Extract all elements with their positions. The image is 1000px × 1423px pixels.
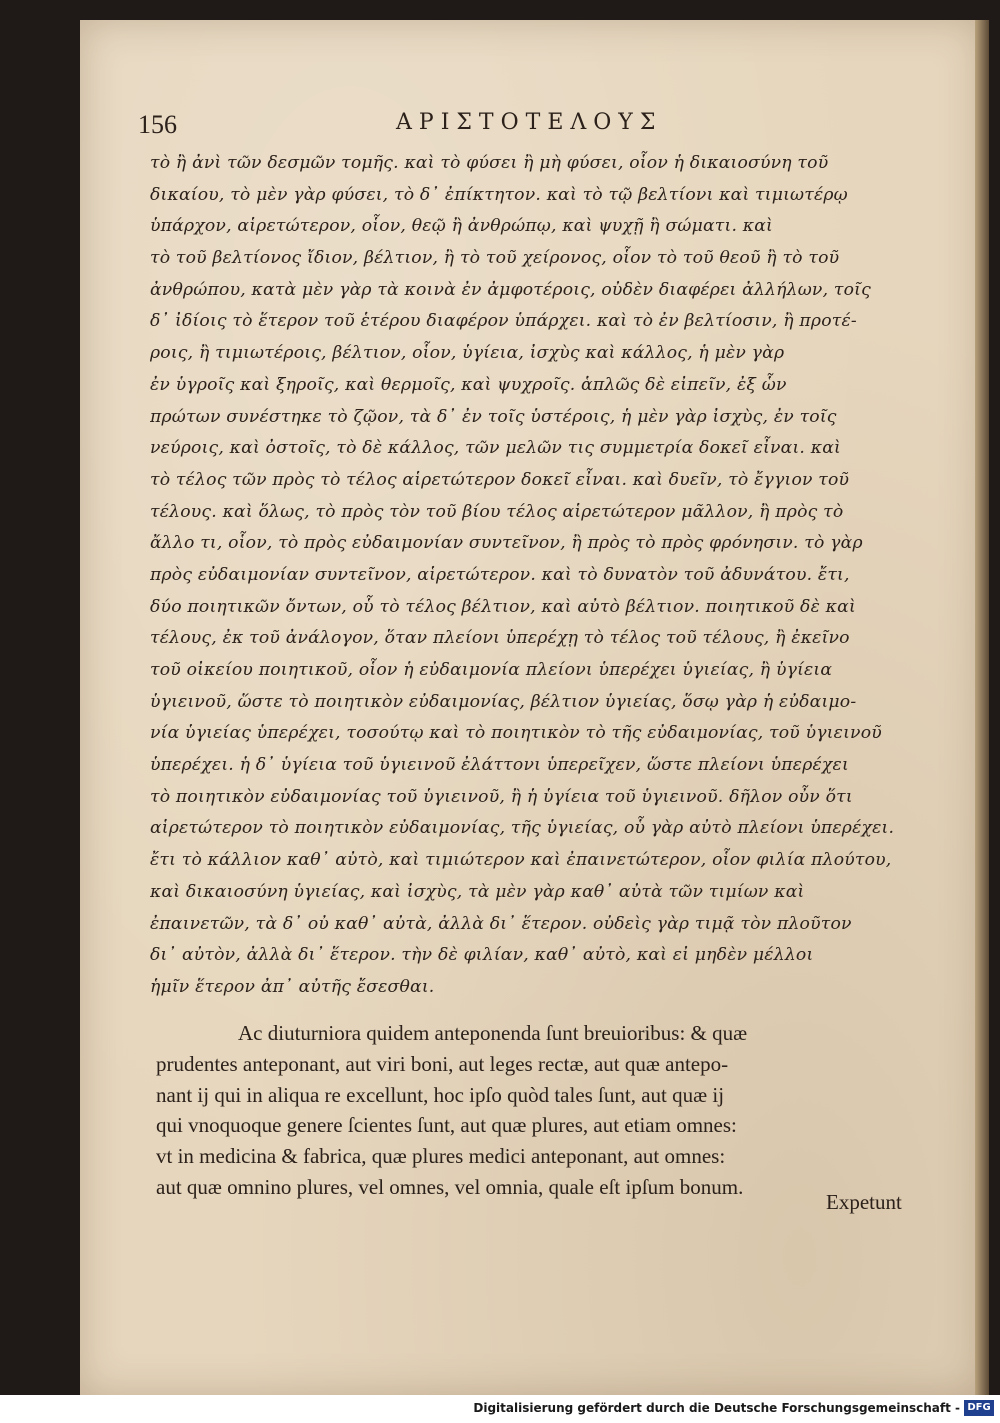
- latin-line: nant ij qui in aliqua re excellunt, hoc ipſo quòd tales ſunt, aut quæ ij: [156, 1082, 725, 1107]
- page-number: 156: [138, 110, 177, 139]
- greek-line: δ᾽ ἰδίοις τὸ ἕτερον τοῦ ἑτέρου διαφέρον ὑπάρχει. καὶ τὸ ἐν βελτίοσιν, ἢ προτέ-: [150, 311, 857, 332]
- dfg-logo: DFG: [964, 1400, 994, 1416]
- latin-line: prudentes anteponant, aut viri boni, aut leges rectæ, aut quæ antepo-: [156, 1051, 729, 1076]
- greek-line: καὶ δικαιοσύνη ὑγιείας, καὶ ἰσχὺς, τὰ μὲν γὰρ καθ᾽ αὐτὰ τῶν τιμίων καὶ: [150, 881, 805, 902]
- footer-credit: Digitalisierung gefördert durch die Deutsche Forschungsgemeinschaft -: [473, 1401, 960, 1415]
- greek-line: νεύροις, καὶ ὀστοῖς, τὸ δὲ κάλλος, τῶν μελῶν τις συμμετρία δοκεῖ εἶναι. καὶ: [150, 438, 841, 459]
- greek-line: πρώτων συνέστηκε τὸ ζῷον, τὰ δ᾽ ἐν τοῖς ὑστέροις, ἡ μὲν γὰρ ἰσχὺς, ἐν τοῖς: [150, 406, 837, 427]
- greek-line: ὑγιεινοῦ, ὥστε τὸ ποιητικὸν εὐδαιμονίας, βέλτιον ὑγιείας, ὅσῳ γὰρ ἡ εὐδαιμο-: [150, 691, 857, 712]
- greek-line: δικαίου, τὸ μὲν γὰρ φύσει, τὸ δ᾽ ἐπίκτητον. καὶ τὸ τῷ βελτίονι καὶ τιμιωτέρῳ: [150, 184, 848, 205]
- greek-line: τὸ ποιητικὸν εὐδαιμονίας τοῦ ὑγιεινοῦ, ἢ ἡ ὑγίεια τοῦ ὑγιεινοῦ. δῆλον οὖν ὅτι: [150, 786, 853, 807]
- catchword: Expetunt: [826, 1190, 902, 1214]
- greek-line: ἡμῖν ἕτερον ἀπ᾽ αὐτῆς ἔσεσθαι.: [150, 976, 435, 997]
- latin-line: Ac diuturniora quidem anteponenda ſunt breuioribus: & quæ: [238, 1021, 748, 1045]
- running-title: ΑΡΙΣΤΟΤΕΛΟΥΣ: [396, 110, 663, 135]
- greek-line: τέλους, ἐκ τοῦ ἀνάλογον, ὅταν πλείονι ὑπερέχῃ τὸ τέλος τοῦ τέλους, ἢ ἐκεῖνο: [150, 628, 850, 649]
- page-header: [138, 110, 958, 146]
- greek-line: ἔτι τὸ κάλλιον καθ᾽ αὐτὸ, καὶ τιμιώτερον καὶ ἐπαινετώτερον, οἷον φιλία πλούτου,: [150, 850, 892, 871]
- page-edge: [975, 20, 989, 1395]
- latin-line: aut quæ omnino plures, vel omnes, vel omnia, quale eſt ipſum bonum.: [156, 1174, 744, 1199]
- greek-line: ροις, ἢ τιμιωτέροις, βέλτιον, οἷον, ὑγίεια, ἰσχὺς καὶ κάλλος, ἡ μὲν γὰρ: [150, 343, 785, 364]
- greek-line: ἐν ὑγροῖς καὶ ξηροῖς, καὶ θερμοῖς, καὶ ψυχροῖς. ἁπλῶς δὲ εἰπεῖν, ἐξ ὧν: [150, 374, 787, 395]
- greek-line: ὑπάρχον, αἱρετώτερον, οἷον, θεῷ ἢ ἀνθρώπῳ, καὶ ψυχῇ ἢ σώματι. καὶ: [150, 216, 773, 237]
- greek-line: δι᾽ αὐτὸν, ἀλλὰ δι᾽ ἕτερον. τὴν δὲ φιλίαν, καθ᾽ αὐτὸ, καὶ εἰ μηδὲν μέλλοι: [150, 945, 814, 966]
- greek-line: τὸ τέλος τῶν πρὸς τὸ τέλος αἱρετώτερον δοκεῖ εἶναι. καὶ δυεῖν, τὸ ἔγγιον τοῦ: [150, 469, 850, 490]
- latin-line: qui vnoquoque genere ſcientes ſunt, aut quæ plures, aut etiam omnes:: [156, 1113, 737, 1138]
- greek-line: ἄλλο τι, οἷον, τὸ πρὸς εὐδαιμονίαν συντεῖνον, ἢ πρὸς τὸ πρὸς φρόνησιν. τὸ γὰρ: [150, 533, 863, 554]
- greek-line: αἱρετώτερον τὸ ποιητικὸν εὐδαιμονίας, τῆς ὑγιείας, οὗ γὰρ αὐτὸ πλείονι ὑπερέχει.: [150, 818, 895, 839]
- greek-line: ὑπερέχει. ἡ δ᾽ ὑγίεια τοῦ ὑγιεινοῦ ἐλάττονι ὑπερεῖχεν, ὥστε πλείονι ὑπερέχει: [150, 755, 849, 776]
- footer-bar: [0, 1395, 1000, 1423]
- latin-text-block: [156, 1018, 936, 1203]
- greek-line: τὸ ἢ ἀνὶ τῶν δεσμῶν τομῆς. καὶ τὸ φύσει ἢ μὴ φύσει, οἷον ἡ δικαιοσύνη τοῦ: [150, 153, 829, 173]
- greek-line: τέλους. καὶ ὅλως, τὸ πρὸς τὸν τοῦ βίου τέλος αἱρετώτερον μᾶλλον, ἢ πρὸς τὸ: [150, 501, 844, 522]
- greek-line: ἐπαινετῶν, τὰ δ᾽ οὐ καθ᾽ αὐτὰ, ἀλλὰ δι᾽ ἕτερον. οὐδεὶς γὰρ τιμᾷ τὸν πλοῦτον: [150, 913, 852, 934]
- greek-line: πρὸς εὐδαιμονίαν συντεῖνον, αἱρετώτερον. καὶ τὸ δυνατὸν τοῦ ἀδυνάτου. ἔτι,: [150, 564, 850, 585]
- greek-line: ἀνθρώπου, κατὰ μὲν γὰρ τὰ κοινὰ ἐν ἀμφοτέροις, οὐδὲν διαφέρει ἀλλήλων, τοῖς: [150, 279, 871, 300]
- greek-text-block: [150, 148, 930, 1004]
- greek-line: δύο ποιητικῶν ὄντων, οὗ τὸ τέλος βέλτιον, καὶ αὐτὸ βέλτιον. ποιητικοῦ δὲ καὶ: [150, 596, 856, 617]
- greek-line: τὸ τοῦ βελτίονος ἴδιον, βέλτιον, ἢ τὸ τοῦ χείρονος, οἷον τὸ τοῦ θεοῦ ἢ τὸ τοῦ: [150, 248, 840, 269]
- latin-line: vt in medicina & fabrica, quæ plures medici anteponant, aut omnes:: [156, 1144, 726, 1169]
- greek-line: τοῦ οἰκείου ποιητικοῦ, οἷον ἡ εὐδαιμονία πλείονι ὑπερέχει ὑγιείας, ἢ ὑγίεια: [150, 660, 833, 680]
- greek-line: νία ὑγιείας ὑπερέχει, τοσούτῳ καὶ τὸ ποιητικὸν τὸ τῆς εὐδαιμονίας, τοῦ ὑγιεινοῦ: [150, 723, 882, 744]
